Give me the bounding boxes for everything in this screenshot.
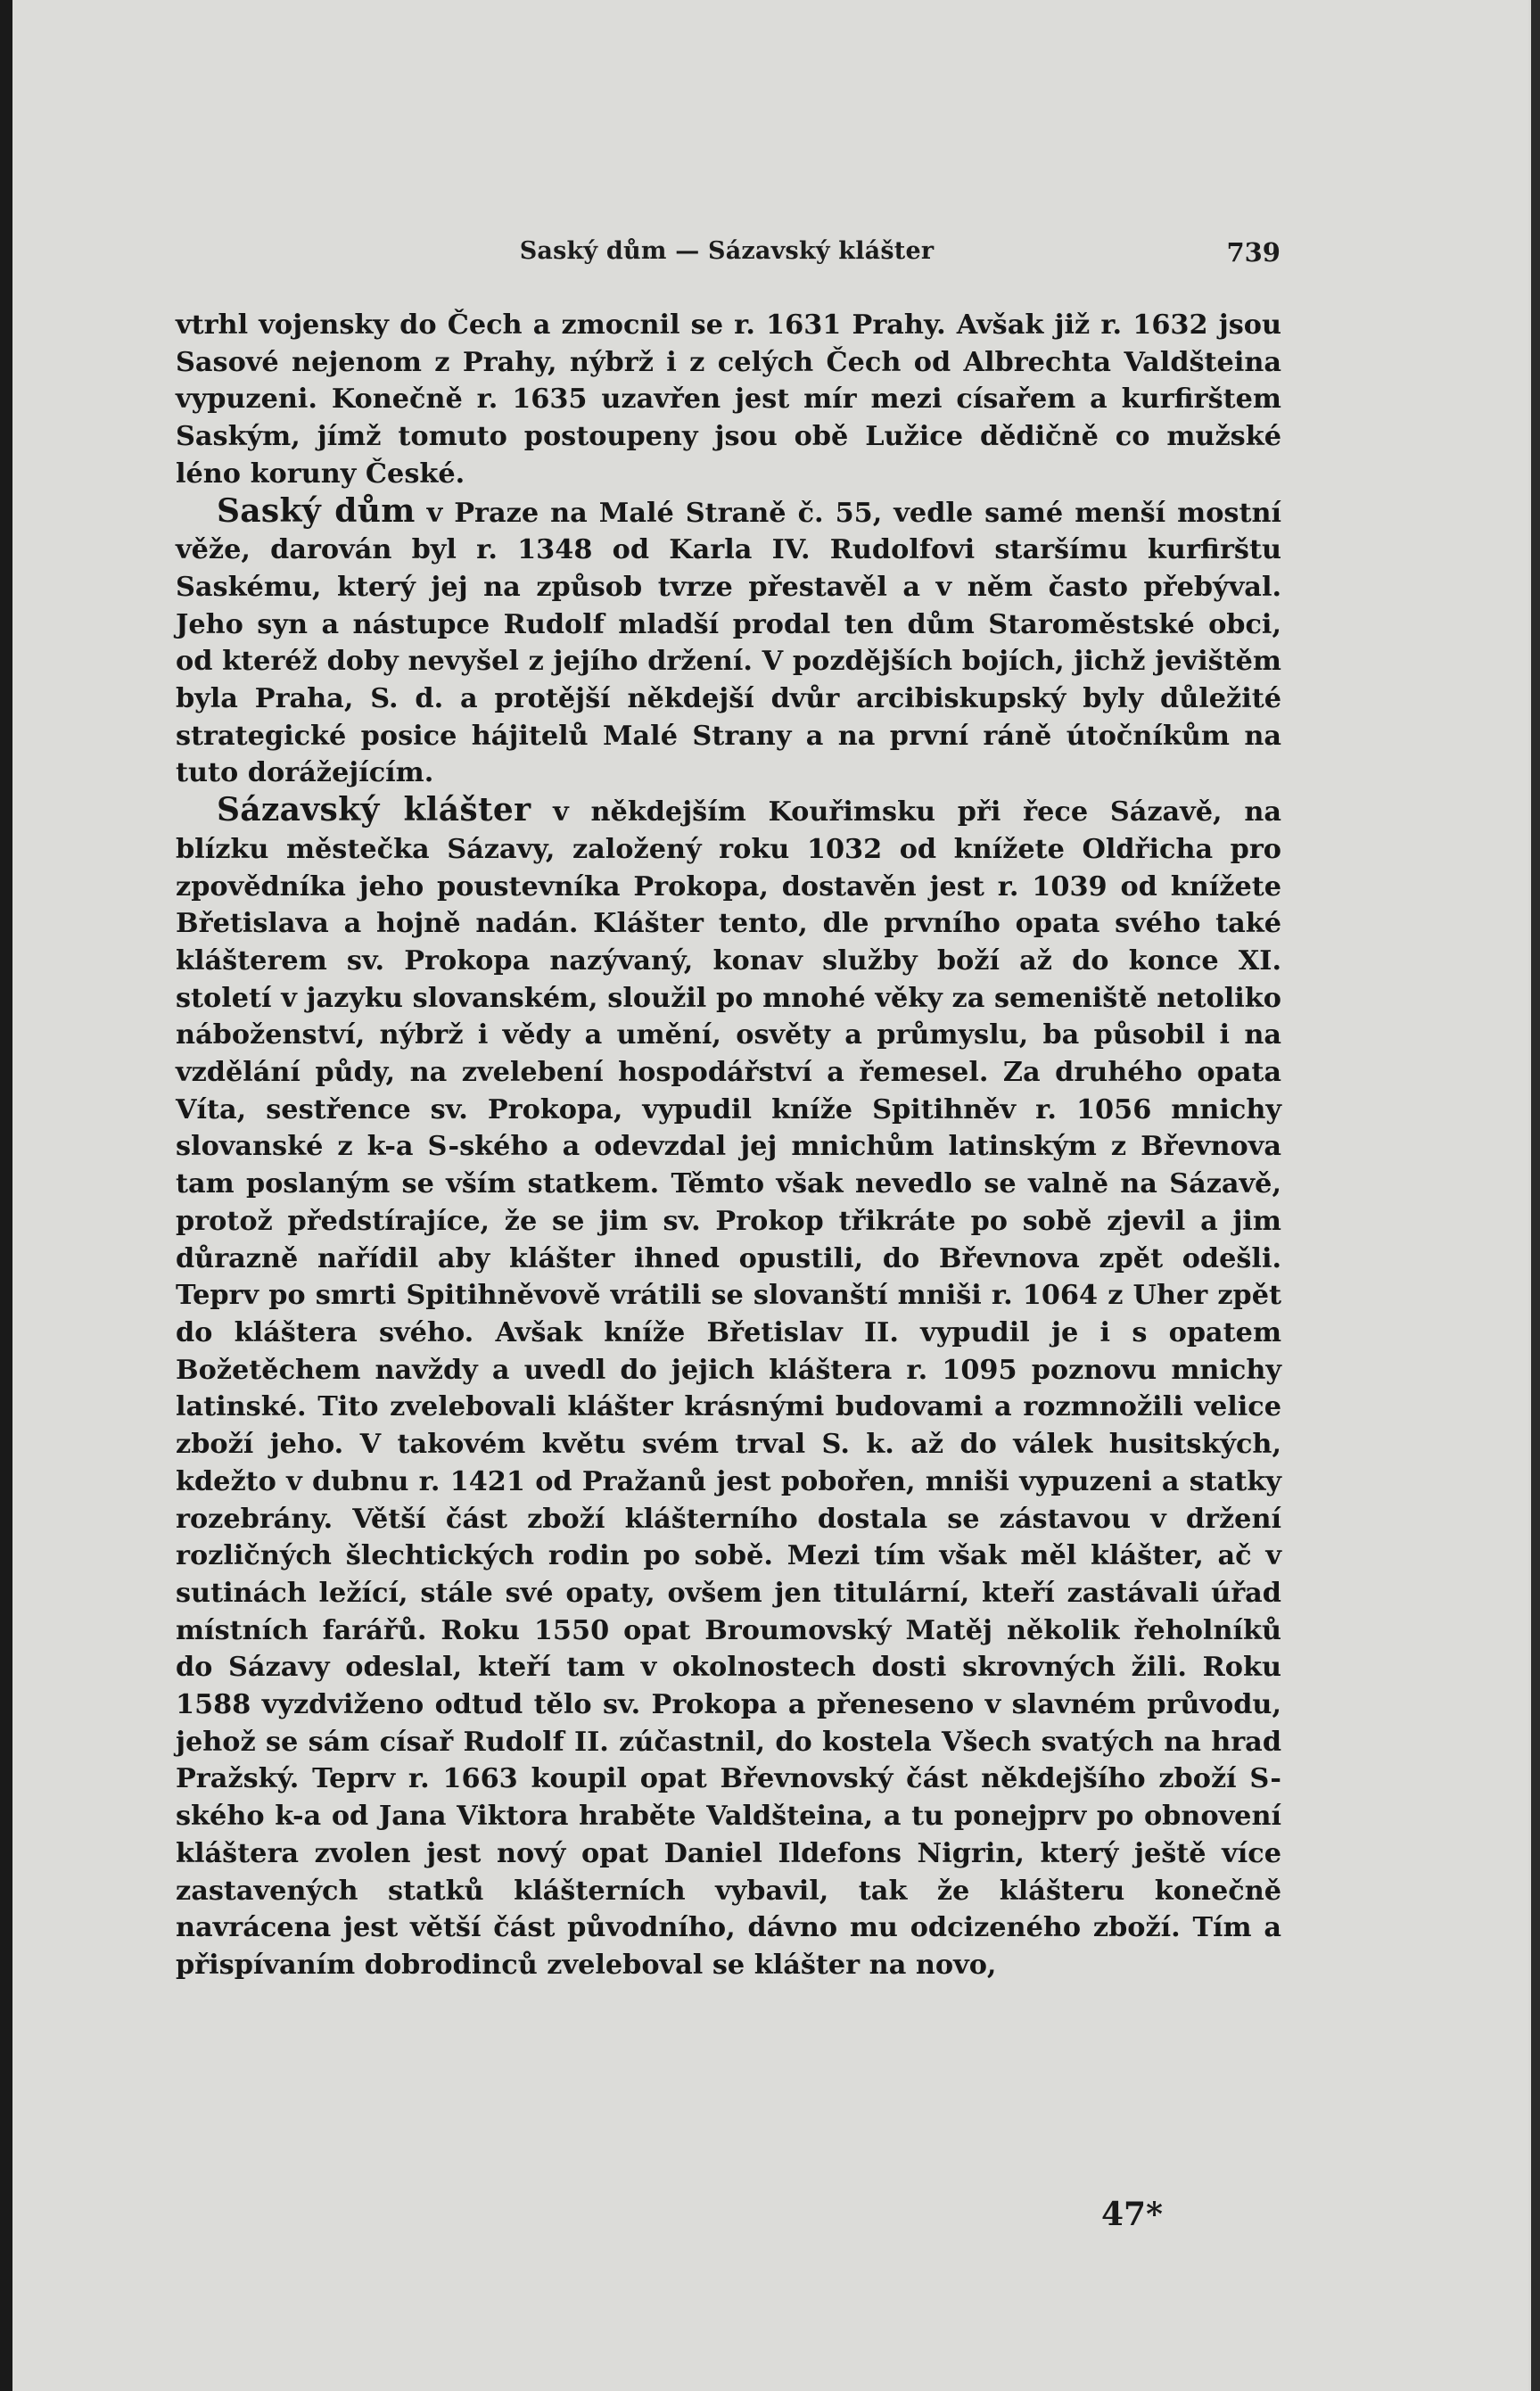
paragraph-text: vtrhl vojensky do Čech a zmocnil se r. 1631 Prahy. Avšak již r. 1632 jsou Sasové nejenom z Prahy, nýbrž i z celých Čech od Albrechta Valdšteina vypuzeni. Konečně r. 1635 uzavřen jest mír mezi císařem a kurfirštem Saským, jímž tomuto postoupeny jsou obě Lužice dědičně co mužské léno koruny České. bbox=[176, 309, 1281, 490]
page-leaf bbox=[12, 0, 1528, 2391]
entry-text: v někdejším Kouřimsku při řece Sázavě, na blízku městečka Sázavy, založený roku 1032 od knížete Oldřicha pro zpovědníka jeho poustevníka Prokopa, dostavěn jest r. 1039 od knížete Břetislava a hojně nadán. Klášter tento, dle prvního opata svého také klášterem sv. Prokopa nazývaný, konav služby boží až do konce XI. století v jazyku slovanském, sloužil po mnohé věky za semeniště netoliko náboženství, nýbrž i vědy a umění, osvěty a průmyslu, ba působil i na vzdělání půdy, na zvelebení hospodářství a řemesel. Za druhého opata Víta, sestřence sv. Prokopa, vypudil kníže Spitihněv r. 1056 mnichy slovanské z k-a S-ského a odevzdal jej mnichům latinským z Břevnova tam poslaným se vším statkem. Těmto však nevedlo se valně na Sázavě, protož předstírajíce, že se jim sv. Prokop třikráte po sobě zjevil a jim důrazně nařídil aby klášter ihned opustili, do Břevnova zpět odešli. Teprv po smrti Spitihněvově vrátili se slovanští mniši r. 1064 z Uher zpět do kláštera svého. Avšak kníže Břetislav II. vypudil je i s opatem Božetěchem navždy a uvedl do jejich kláštera r. 1095 poznovu mnichy latinské. Tito zvelebovali klášter krásnými budovami a rozmnožili velice zboží jeho. V takovém květu svém trval S. k. až do válek husitských, kdežto v dubnu r. 1421 od Pražanů jest pobořen, mniši vypuzeni a statky rozebrány. Větší část zboží klášterního dostala se zástavou v držení rozličných šlechtických rodin po sobě. Mezi tím však měl klášter, ač v sutinách ležící, stále své opaty, ovšem jen titulární, kteří zastávali úřad místních farářů. Roku 1550 opat Broumovský Matěj několik řeholníků do Sázavy odeslal, kteří tam v okolnostech dosti skrovných žili. Roku 1588 vyzdviženo odtud tělo sv. Prokopa a přeneseno v slavném průvodu, jehož se sám císař Rudolf II. zúčastnil, do kostela Všech svatých na hrad Pražský. Teprv r. 1663 koupil opat Břevnovský část někdejšího zboží S-ského k-a od Jana Viktora hraběte Valdšteina, a tu ponejprv po obnovení kláštera zvolen jest nový opat Daniel Ildefons Nigrin, který ještě více zastavených statků klášterních vybavil, tak že klášteru konečně navrácena jest větší část původního, dávno mu odcizeného zboží. Tím a přispívaním dobrodinců zveleboval se klášter na novo, bbox=[176, 796, 1281, 1981]
entry-text: v Praze na Malé Straně č. 55, vedle samé menší mostní věže, darován byl r. 1348 od Karla IV. Rudolfovi staršímu kurfirštu Saskému, který jej na způsob tvrze přestavěl a v něm často přebýval. Jeho syn a nástupce Rudolf mladší prodal ten dům Staroměstské obci, od kteréž doby nevyšel z jejího držení. V pozdějších bojích, jichž jevištěm byla Praha, S. d. a protější někdejší dvůr arcibiskupský byly důležité strategické posice hájitelů Malé Strany a na první ráně útočníkům na tuto dorážejícím. bbox=[176, 497, 1282, 789]
page-number: 739 bbox=[1226, 237, 1281, 268]
scan-right-edge bbox=[1531, 0, 1540, 2391]
entry-headword: Saský dům bbox=[217, 491, 416, 530]
paragraph-continuation bbox=[176, 307, 1281, 493]
entry-headword: Sázavský klášter bbox=[217, 791, 531, 829]
signature-mark: 47* bbox=[1101, 2196, 1163, 2233]
running-title: Saský dům — Sázavský klášter bbox=[519, 237, 935, 265]
book-gutter-shadow bbox=[0, 0, 12, 2391]
entry-sazavsky-klaster bbox=[176, 792, 1281, 1984]
page-header bbox=[173, 237, 1281, 273]
article-body bbox=[176, 307, 1281, 1984]
entry-sasky-dum bbox=[176, 493, 1281, 793]
